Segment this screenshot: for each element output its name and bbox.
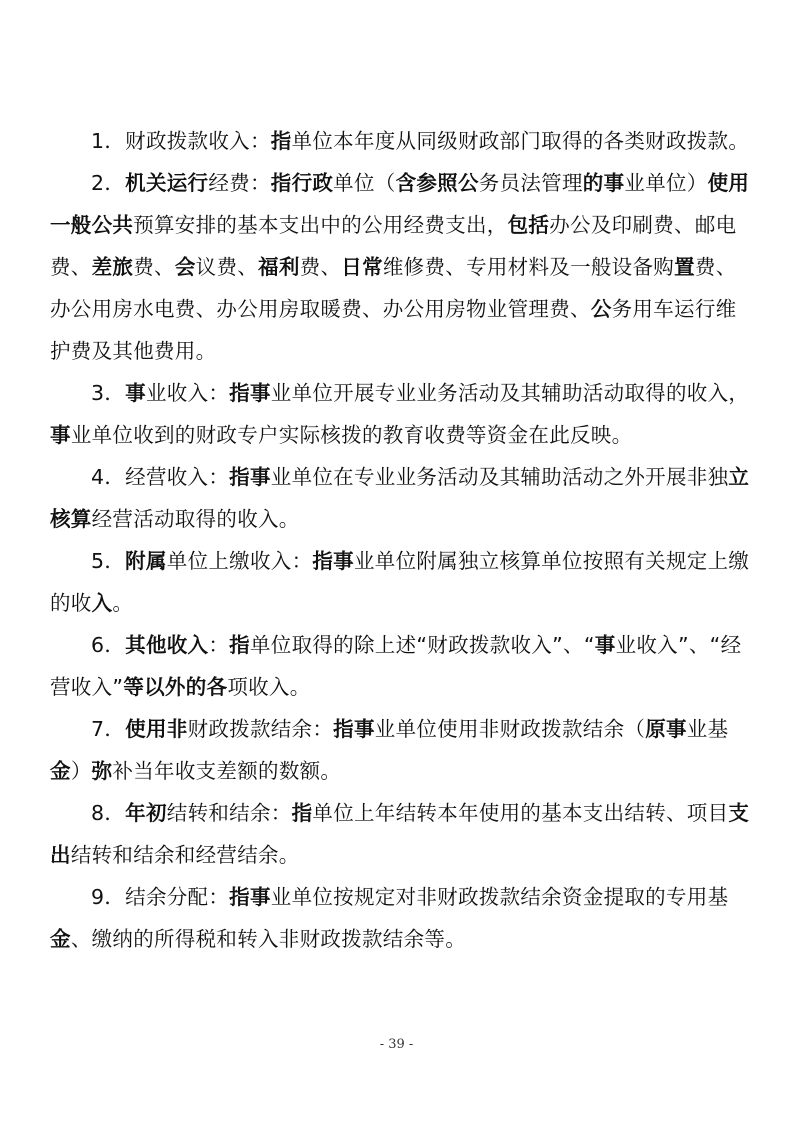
bold-text-segment: 福利 [258,255,300,279]
text-segment: 业单位开展专业业务活动及其辅助活动取得的收入， [270,381,750,405]
bold-text-segment: 的事 [582,171,625,195]
bold-text-segment: 事 [594,633,616,657]
text-segment: 务员法管理 [478,171,583,195]
bold-text-segment: 金 [50,927,71,951]
bold-text-segment: 公 [590,297,612,321]
paragraph-financial-appropriation-income [50,120,750,162]
bold-text-segment: 日常 [341,255,383,279]
text-segment: 经费： [208,171,271,195]
bold-text-segment: 等以外的各 [123,675,228,699]
text-segment: 财政拨款结余： [187,717,334,741]
text-segment: 5． [91,549,126,573]
bold-text-segment: 指事 [229,885,271,909]
text-segment: 单位取得的除上述“财政拨款收入”、“ [249,633,595,657]
text-segment: 业单位在专业业务活动及其辅助活动之外开展非独 [270,465,729,489]
bold-text-segment: 弥 [91,759,113,783]
paragraph-operating-income [50,456,750,540]
paragraph-other-income [50,624,750,708]
bold-text-segment: 使用一般公共 [50,171,750,237]
text-segment: ： [208,633,230,657]
paragraph-affiliated-unit-remittance [50,540,750,624]
paragraph-use-of-non-appropriation-balance [50,708,750,792]
text-segment: 维修费、专用材料及一般设备购 [382,255,675,279]
bold-text-segment: 使用非 [125,717,188,741]
text-segment: 办公及印刷费、邮电费、 [50,213,737,279]
text-segment: 费、办公用房水电费、办公用房取暖费、办公用房物业管理费、 [50,255,737,321]
text-segment: 单位上缴收入： [166,549,313,573]
text-segment: 7． [91,717,126,741]
text-segment: 3． [91,381,126,405]
bold-text-segment: 指事 [229,381,271,405]
text-segment: 、缴纳的所得税和转入非财政拨款结余等。 [70,927,467,951]
text-segment: 单位本年度从同级财政部门取得的各类财政拨款。 [291,129,750,153]
bold-text-segment: 原事 [645,717,687,741]
bold-text-segment: 金 [50,759,71,783]
text-segment: 2． [91,171,126,195]
text-segment: 项收入。 [227,675,311,699]
text-segment: 业单位附属独立核算单位按照有关规定上缴的收 [50,549,750,615]
text-segment: 业基 [686,717,729,741]
text-segment: 9．结余分配： [91,885,230,909]
bold-text-segment: 立核算 [50,465,750,531]
text-segment: 结转和结余和经营结余。 [70,843,300,867]
bold-text-segment: 其他收入 [125,633,209,657]
text-segment: 业单位收到的财政专户实际核拨的教育收费等资金在此反映。 [70,423,633,447]
paragraph-agency-operating-expenses [50,162,750,372]
paragraph-beginning-carryover [50,792,750,876]
paragraph-institution-income [50,372,750,456]
bold-text-segment: 会 [174,255,196,279]
text-segment: 补当年收支差额的数额。 [112,759,342,783]
text-segment: 单位上年结转本年使用的基本支出结转、项目 [312,801,729,825]
text-segment: 务用车运行维护费及其他费用。 [50,297,737,363]
page-number: - 39 - [379,1037,414,1052]
bold-text-segment: 含参照公 [395,171,479,195]
text-segment: 业收入： [145,381,230,405]
bold-text-segment: 包括 [507,213,550,237]
text-segment: 业单位） [624,171,708,195]
text-segment: 单位（ [333,171,396,195]
text-segment: 预算安排的基本支出中的公用经费支出， [133,213,508,237]
document-body [50,120,750,960]
text-segment: 经营活动取得的收入。 [91,507,300,531]
bold-text-segment: 置 [674,255,695,279]
text-segment: 。 [112,591,134,615]
text-segment: 业单位按规定对非财政拨款结余资金提取的专用基 [270,885,729,909]
text-segment: 议费、 [195,255,259,279]
bold-text-segment: 入 [91,591,113,615]
text-segment: 业收入”、“经营收入” [50,633,742,699]
text-segment: 费、 [133,255,175,279]
bold-text-segment: 指事 [229,465,271,489]
bold-text-segment: 事 [50,423,71,447]
bold-text-segment: 指 [270,129,292,153]
paragraph-balance-distribution [50,876,750,960]
bold-text-segment: 支出 [50,801,750,867]
text-segment: 费、 [299,255,342,279]
bold-text-segment: 指行政 [270,171,334,195]
text-segment: 业单位使用非财政拨款结余（ [374,717,646,741]
text-segment: 1．财政拨款收入： [91,129,271,153]
bold-text-segment: 年初 [125,801,167,825]
bold-text-segment: 指 [291,801,313,825]
bold-text-segment: 指事 [312,549,354,573]
bold-text-segment: 指 [229,633,250,657]
bold-text-segment: 事 [125,381,146,405]
text-segment: 结转和结余： [166,801,292,825]
text-segment: 8． [91,801,126,825]
bold-text-segment: 差旅 [91,255,134,279]
bold-text-segment: 机关运行 [125,171,209,195]
text-segment: 4．经营收入： [91,465,230,489]
bold-text-segment: 附属 [125,549,167,573]
text-segment: 6． [91,633,126,657]
bold-text-segment: 指事 [333,717,375,741]
text-segment: ） [70,759,92,783]
